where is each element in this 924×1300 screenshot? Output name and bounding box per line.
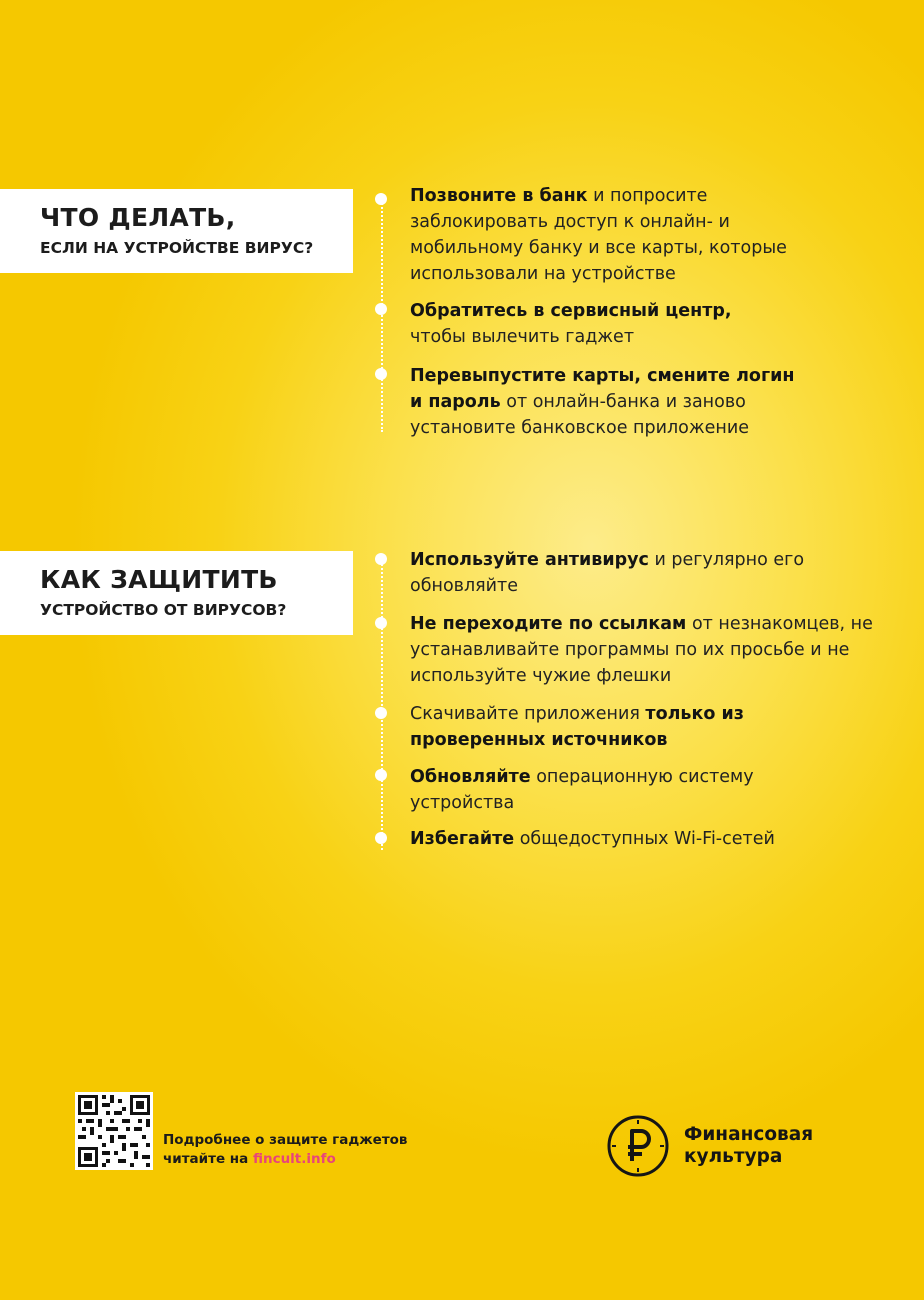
qr-code-graphic — [75, 1092, 153, 1170]
section1-title: ЧТО ДЕЛАТЬ, — [40, 203, 236, 232]
list-item-text: от незнакомцев, не устанавливайте программы по их просьбе и не используйте чужие флешки — [410, 614, 873, 686]
bullet-dot — [375, 303, 387, 315]
bullet-dot — [375, 368, 387, 380]
list-item-bold: Позвоните в банк — [410, 186, 588, 206]
list-item — [410, 298, 750, 350]
section1-timeline — [381, 200, 383, 432]
list-item — [410, 363, 810, 441]
bullet-dot — [375, 617, 387, 629]
section1-subtitle: ЕСЛИ НА УСТРОЙСТВЕ ВИРУС? — [40, 239, 314, 257]
list-item — [410, 547, 850, 599]
logo-line1: Финансовая — [684, 1124, 814, 1145]
bullet-dot — [375, 707, 387, 719]
section1-title-box — [0, 189, 353, 273]
list-item-bold: Не переходите по ссылкам — [410, 614, 687, 634]
list-item-text: операционную систему устройства — [410, 767, 754, 813]
list-item-bold: Обратитесь в сервисный центр, — [410, 301, 732, 321]
list-item-bold: Избегайте — [410, 829, 515, 849]
ruble-logo-graphic — [606, 1114, 670, 1178]
list-item-bold: Используйте антивирус — [410, 550, 649, 570]
list-item — [410, 764, 830, 816]
bullet-dot — [375, 769, 387, 781]
list-item-bold: только из проверенных источников — [410, 704, 744, 750]
ruble-logo-icon — [606, 1114, 670, 1178]
fincult-link[interactable]: fincult.info — [252, 1151, 336, 1167]
list-item-text: Скачивайте приложения — [410, 704, 646, 724]
bullet-dot — [375, 193, 387, 205]
footer-line2 — [163, 1150, 463, 1169]
list-item-text: и регулярно его обновляйте — [410, 550, 805, 596]
list-item-bold: Обновляйте — [410, 767, 531, 787]
logo-line2: культура — [684, 1146, 783, 1167]
list-item — [410, 826, 890, 852]
bullet-dot — [375, 832, 387, 844]
logo-text — [684, 1124, 884, 1168]
list-item-bold: Перевыпустите карты, смените логин и пароль — [410, 366, 795, 412]
footer-text — [163, 1131, 463, 1169]
list-item-text: общедоступных Wi-Fi-сетей — [514, 829, 775, 849]
list-item-text: от онлайн-банка и заново установите банковское приложение — [410, 392, 749, 438]
list-item — [410, 611, 875, 689]
section2-title-box — [0, 551, 353, 635]
section2-timeline — [381, 560, 383, 850]
list-item — [410, 183, 810, 287]
list-item-text: и попросите заблокировать доступ к онлайн- и мобильному банку и все карты, которые использовали на устройстве — [410, 186, 787, 284]
list-item-text: чтобы вылечить гаджет — [410, 327, 635, 347]
footer-line1: Подробнее о защите гаджетов — [163, 1132, 408, 1148]
section2-title: КАК ЗАЩИТИТЬ — [40, 565, 278, 594]
bullet-dot — [375, 553, 387, 565]
qr-code-icon[interactable] — [75, 1092, 153, 1170]
list-item — [410, 701, 790, 753]
footer-line2-prefix: читайте на — [163, 1151, 253, 1167]
section2-subtitle: УСТРОЙСТВО ОТ ВИРУСОВ? — [40, 601, 287, 619]
